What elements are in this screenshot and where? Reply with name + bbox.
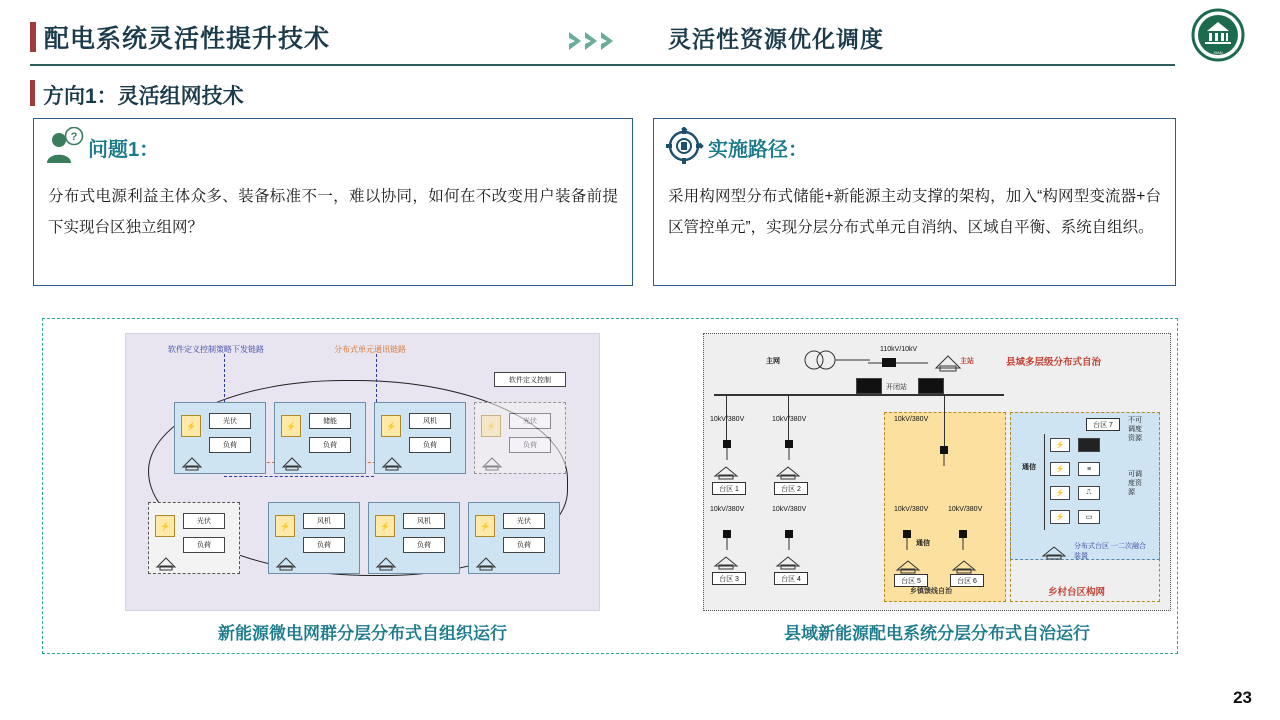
path-body: 采用构网型分布式储能+新能源主动支撑的架构，加入“构网型变流器+台区管控单元”，实现分层分布式单元自消纳、区域自平衡、系统自组织。 (668, 188, 1161, 236)
transformer-icon (720, 528, 734, 550)
unit-source-label: 光伏 (503, 513, 545, 529)
dispatchable-label: 可调度资源 (1128, 471, 1142, 496)
tz-item: 台区 6 (950, 574, 984, 587)
university-logo (1185, 8, 1251, 62)
header-divider (30, 64, 1175, 66)
grid-forming-converter-icon: ⚡ (181, 415, 201, 437)
unit-cell-dashed (148, 502, 240, 574)
tz-item: 台区 4 (774, 572, 808, 585)
person-question-icon (44, 127, 84, 165)
device-box: ▭ (1078, 510, 1100, 524)
house-icon (774, 462, 802, 480)
page-header (0, 0, 1280, 66)
note-comm-link: 分布式单元通讯链路 (334, 345, 406, 354)
tz-item: 台区 5 (894, 574, 928, 587)
section-heading: 方向1：灵活组网技术 (43, 85, 244, 108)
township-zone-label: 乡镇馈线自治 (910, 588, 952, 595)
village-zone-label: 乡村台区构网 (1048, 587, 1106, 598)
problem-panel (33, 118, 633, 286)
comm-label-2: 通信 (1022, 464, 1036, 471)
main-bus (714, 394, 1004, 396)
figure-left-caption: 新能源微电网群分层分布式自组织运行 (218, 624, 507, 643)
transformer-icon (900, 528, 914, 550)
station-icon (932, 350, 968, 372)
grid-forming-converter-icon: ⚡ (275, 515, 295, 537)
house-icon (475, 553, 497, 571)
house-icon (375, 553, 397, 571)
page-subtitle: 灵活性资源优化调度 (668, 26, 884, 52)
unit-load-label: 负荷 (403, 537, 445, 553)
path-heading: 实施路径： (708, 139, 808, 161)
feeder-voltage-label-2: 10kV/380V (772, 416, 807, 423)
unit-load-label: 负荷 (309, 437, 351, 453)
unit-source-label: 光伏 (183, 513, 225, 529)
village-zone-note: 分布式台区 一二次融合装置 (1074, 543, 1146, 560)
device-box: ⎍ (1078, 486, 1100, 500)
figure-right-caption: 县域新能源配电系统分层分布式自治运行 (784, 624, 1090, 643)
tz-item: 台区 3 (712, 572, 746, 585)
path-panel (653, 118, 1176, 286)
grid-forming-converter-icon: ⚡ (281, 415, 301, 437)
unit-cell (274, 402, 366, 474)
title-accent-bar (30, 22, 36, 52)
grid-forming-converter-icon: ⚡ (375, 515, 395, 537)
device-box: ⚡ (1050, 462, 1070, 476)
main-station-label: 主站 (960, 358, 974, 365)
link-control-2 (224, 476, 374, 477)
figure-county-system-diagram (703, 333, 1171, 611)
grid-forming-converter-icon: ⚡ (381, 415, 401, 437)
zone-title-label: 县域多层级分布式自治 (1006, 357, 1102, 368)
svg-text:?: ? (70, 131, 78, 143)
page-number: 23 (1233, 688, 1252, 707)
problem-body: 分布式电源利益主体众多、装备标准不一，难以协同，如何在不改变用户装备前提下实现台区独立组网？ (48, 188, 618, 236)
page-title: 配电系统灵活性提升技术 (44, 25, 331, 53)
unit-load-label: 负荷 (503, 537, 545, 553)
unit-cell (268, 502, 360, 574)
device-box: ⚡ (1050, 486, 1070, 500)
house-icon (481, 453, 503, 471)
generator-icon (800, 348, 870, 372)
house-icon (381, 453, 403, 471)
house-icon (181, 453, 203, 471)
unit-load-label: 负荷 (409, 437, 451, 453)
unit-source-label: 光伏 (209, 413, 251, 429)
house-icon (281, 453, 303, 471)
switch-station-label: 开闭站 (886, 384, 907, 391)
unit-load-label: 负荷 (209, 437, 251, 453)
feeder-voltage-label-3: 10kV/380V (710, 506, 745, 513)
figure-microgrid-diagram (125, 333, 600, 611)
device-box: ⚡ (1050, 510, 1070, 524)
house-icon (894, 556, 922, 574)
house-icon (712, 552, 740, 570)
tz-item: 台区 1 (712, 482, 746, 495)
transformer-icon (720, 438, 734, 460)
feeder-voltage-label-5: 10kV/380V (894, 416, 929, 423)
unit-source-label: 光伏 (509, 413, 551, 429)
gear-icon (664, 127, 704, 165)
note-control-link: 软件定义控制策略下发链路 (168, 345, 264, 354)
svg-text:XIAN: XIAN (1213, 50, 1223, 55)
house-icon (1040, 542, 1068, 560)
unit-source-label: 风机 (409, 413, 451, 429)
tz-item: 台区 7 (1086, 418, 1120, 431)
device-box: ≡ (1078, 462, 1100, 476)
unit-source-label: 风机 (403, 513, 445, 529)
non-dispatchable-label: 不可调度资源 (1128, 417, 1142, 442)
unit-source-label: 储能 (309, 413, 351, 429)
line-breaker-icon (868, 356, 928, 370)
switch-station-icon-2 (918, 378, 944, 394)
grid-forming-converter-icon: ⚡ (481, 415, 501, 437)
unit-source-label: 风机 (303, 513, 345, 529)
house-icon (774, 552, 802, 570)
main-grid-label: 主网 (766, 358, 780, 365)
link-comm-1 (376, 354, 377, 402)
unit-load-label: 负荷 (303, 537, 345, 553)
unit-cell (468, 502, 560, 574)
figures-container (42, 318, 1178, 654)
comm-label: 通信 (916, 540, 930, 547)
unit-cell-faded (474, 402, 566, 474)
feeder-voltage-label-4: 10kV/380V (772, 506, 807, 513)
house-icon (712, 462, 740, 480)
double-chevron-right-icon (567, 30, 615, 52)
transformer-icon (782, 528, 796, 550)
unit-cell (374, 402, 466, 474)
feeder-voltage-label-7: 10kV/380V (948, 506, 983, 513)
house-icon (275, 553, 297, 571)
feeder-voltage-label: 10kV/380V (710, 416, 745, 423)
grid-forming-converter-icon: ⚡ (155, 515, 175, 537)
switch-station-icon (856, 378, 882, 394)
callout-software-defined-control: 软件定义控制 (494, 372, 566, 387)
unit-load-label: 负荷 (509, 437, 551, 453)
device-box: ⚡ (1050, 438, 1070, 452)
feeder-voltage-label-6: 10kV/380V (894, 506, 929, 513)
transformer-icon (936, 444, 952, 466)
unit-cell (174, 402, 266, 474)
link-control-1 (224, 354, 225, 402)
grid-forming-converter-icon: ⚡ (475, 515, 495, 537)
unit-load-label: 负荷 (183, 537, 225, 553)
tz-item: 台区 2 (774, 482, 808, 495)
transformer-icon (782, 438, 796, 460)
transformer-icon (956, 528, 970, 550)
device-box-dark (1078, 438, 1100, 452)
unit-cell (368, 502, 460, 574)
house-icon (155, 553, 177, 571)
voltage-top-label: 110kV/10kV (880, 346, 918, 353)
section-accent-bar (30, 80, 35, 106)
house-icon (950, 556, 978, 574)
problem-heading: 问题1： (88, 139, 160, 161)
